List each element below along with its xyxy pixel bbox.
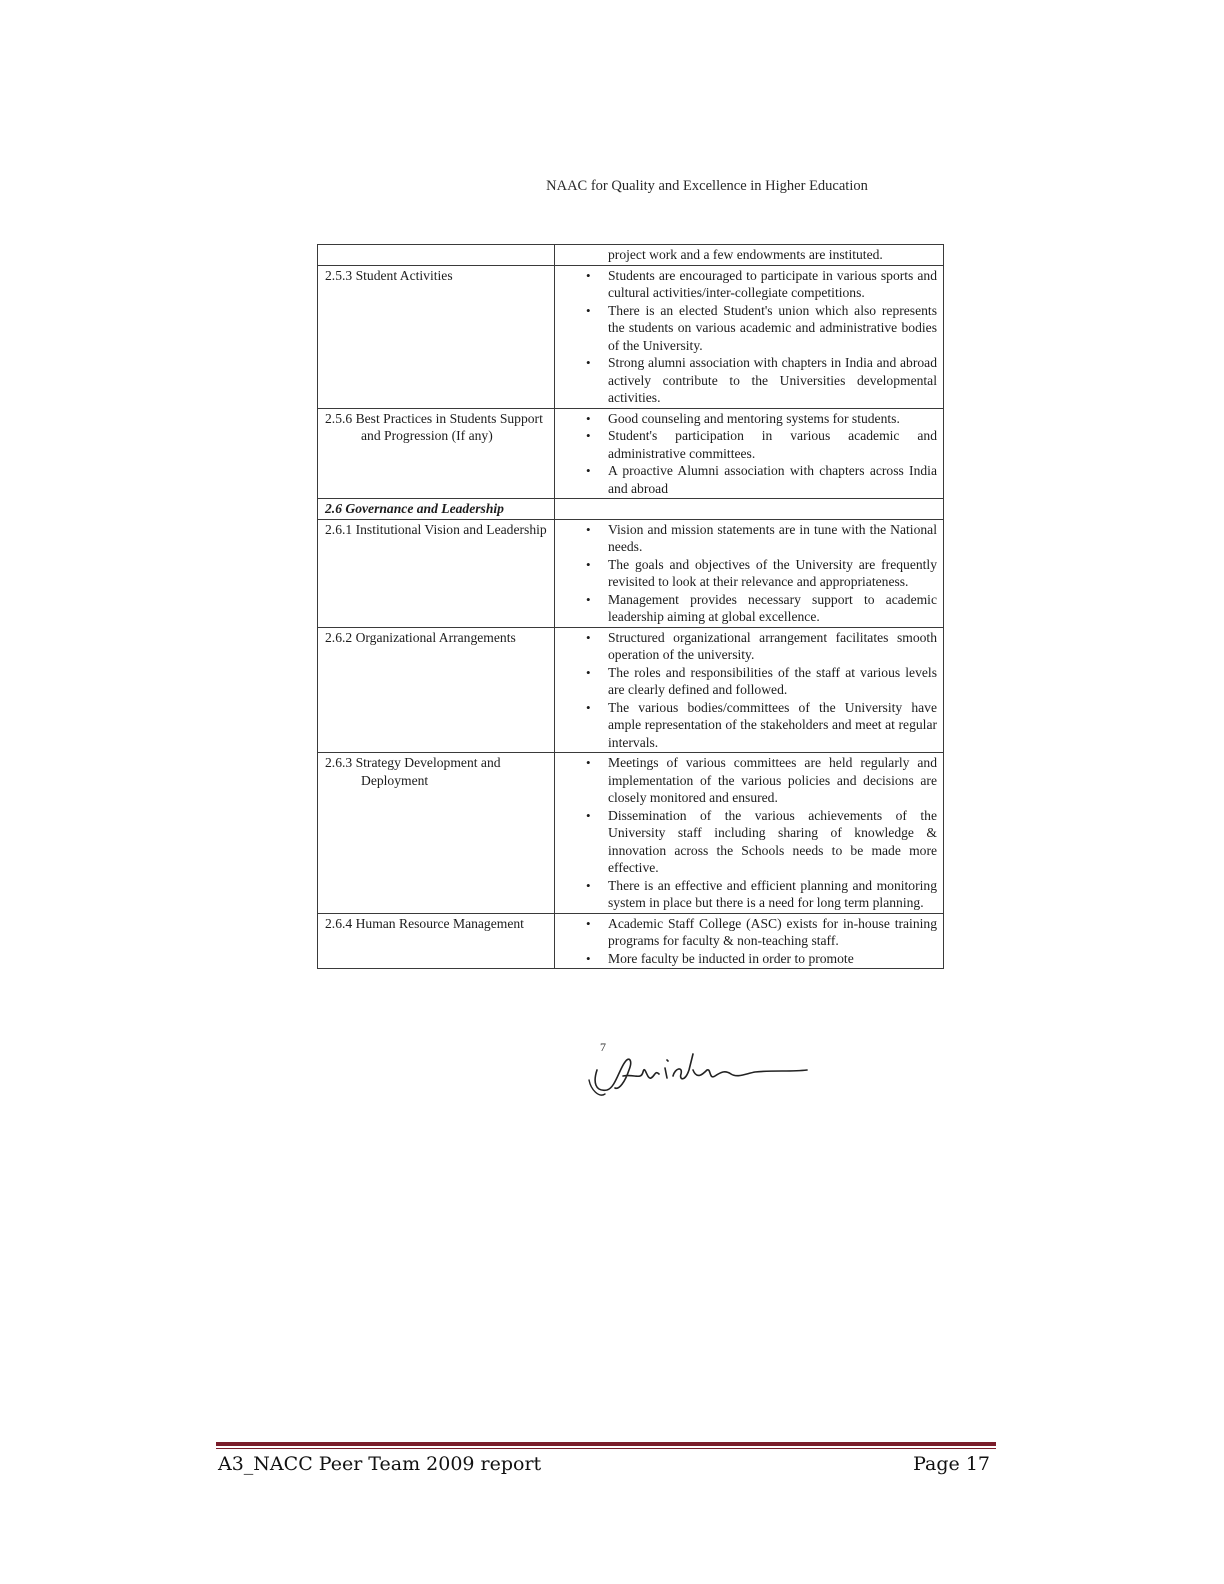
row-content-cell bbox=[555, 519, 944, 627]
list-item: • Academic Staff College (ASC) exists for in-house training programs for faculty & non-teaching staff. bbox=[561, 915, 937, 950]
row-label: 2.5.6 Best Practices in Students Support and Progression (If any) bbox=[325, 410, 543, 443]
row-label: 2.5.3 Student Activities bbox=[325, 267, 453, 283]
list-item: • Meetings of various committees are held regularly and implementation of the various policies and decisions are closely monitored and ensured. bbox=[561, 754, 937, 807]
footer-page-number: Page 17 bbox=[913, 1453, 990, 1475]
table-row bbox=[318, 408, 944, 499]
row-content-cell bbox=[555, 265, 944, 408]
table-row bbox=[318, 627, 944, 753]
list-item: • Student's participation in various academic and administrative committees. bbox=[561, 427, 937, 462]
list-item: • A proactive Alumni association with chapters across India and abroad bbox=[561, 462, 937, 497]
bullet-list bbox=[561, 754, 937, 912]
assessment-table bbox=[317, 244, 944, 969]
bullet-list bbox=[561, 410, 937, 498]
bullet-list bbox=[561, 915, 937, 968]
list-item: • Good counseling and mentoring systems for students. bbox=[561, 410, 937, 428]
row-label: 2.6.2 Organizational Arrangements bbox=[325, 629, 516, 645]
table-row bbox=[318, 245, 944, 266]
row-label-cell bbox=[318, 265, 555, 408]
list-item: • Students are encouraged to participate in various sports and cultural activities/inter-collegiate competitions. bbox=[561, 267, 937, 302]
row-label: 2.6.3 Strategy Development and Deployment bbox=[325, 755, 501, 788]
row-content-cell bbox=[555, 627, 944, 753]
row-label-cell bbox=[318, 408, 555, 499]
bullet-list bbox=[561, 521, 937, 626]
bullet-list bbox=[561, 629, 937, 752]
table-cell-empty bbox=[318, 245, 555, 266]
table-cell-empty bbox=[555, 499, 944, 520]
continuation-text: project work and a few endowments are instituted. bbox=[608, 247, 883, 262]
table-cell bbox=[555, 245, 944, 266]
row-label: 2.6.4 Human Resource Management bbox=[325, 915, 524, 931]
section-heading-cell bbox=[318, 499, 555, 520]
list-item: • There is an elected Student's union which also represents the students on various academic and administrative bodies of the University. bbox=[561, 302, 937, 355]
list-item: • The goals and objectives of the University are frequently revisited to look at their relevance and appropriateness. bbox=[561, 556, 937, 591]
list-item: • The roles and responsibilities of the staff at various levels are clearly defined and followed. bbox=[561, 664, 937, 699]
list-item: • Management provides necessary support to academic leadership aiming at global excellence. bbox=[561, 591, 937, 626]
footer-rule bbox=[216, 1442, 996, 1446]
list-item: • The various bodies/committees of the University have ample representation of the stakeholders and meet at regular intervals. bbox=[561, 699, 937, 752]
row-label-cell bbox=[318, 913, 555, 969]
row-label: 2.6.1 Institutional Vision and Leadership bbox=[325, 521, 547, 537]
row-content-cell bbox=[555, 408, 944, 499]
list-item: • Dissemination of the various achievements of the University staff including sharing of knowledge & innovation across the Schools needs to be made more effective. bbox=[561, 807, 937, 877]
document-header: NAAC for Quality and Excellence in Higher Education bbox=[546, 178, 868, 194]
scan-page-number: 7 bbox=[600, 1040, 606, 1054]
table-row bbox=[318, 753, 944, 914]
section-heading: 2.6 Governance and Leadership bbox=[325, 501, 504, 516]
row-content-cell bbox=[555, 913, 944, 969]
row-content-cell bbox=[555, 753, 944, 914]
row-label-cell bbox=[318, 519, 555, 627]
row-label-cell bbox=[318, 753, 555, 914]
row-label-cell bbox=[318, 627, 555, 753]
signature-image bbox=[585, 1040, 815, 1100]
list-item: • Strong alumni association with chapters in India and abroad actively contribute to the Universities developmental activities. bbox=[561, 354, 937, 407]
bullet-list bbox=[561, 267, 937, 407]
list-item: • More faculty be inducted in order to promote bbox=[561, 950, 937, 968]
table-row bbox=[318, 499, 944, 520]
table-row bbox=[318, 265, 944, 408]
table-row bbox=[318, 913, 944, 969]
footer-rule-thin bbox=[216, 1448, 996, 1449]
list-item: • Vision and mission statements are in tune with the National needs. bbox=[561, 521, 937, 556]
table-row bbox=[318, 519, 944, 627]
footer-report-title: A3_NACC Peer Team 2009 report bbox=[218, 1453, 542, 1475]
list-item: • There is an effective and efficient planning and monitoring system in place but there is a need for long term planning. bbox=[561, 877, 937, 912]
list-item: • Structured organizational arrangement facilitates smooth operation of the university. bbox=[561, 629, 937, 664]
